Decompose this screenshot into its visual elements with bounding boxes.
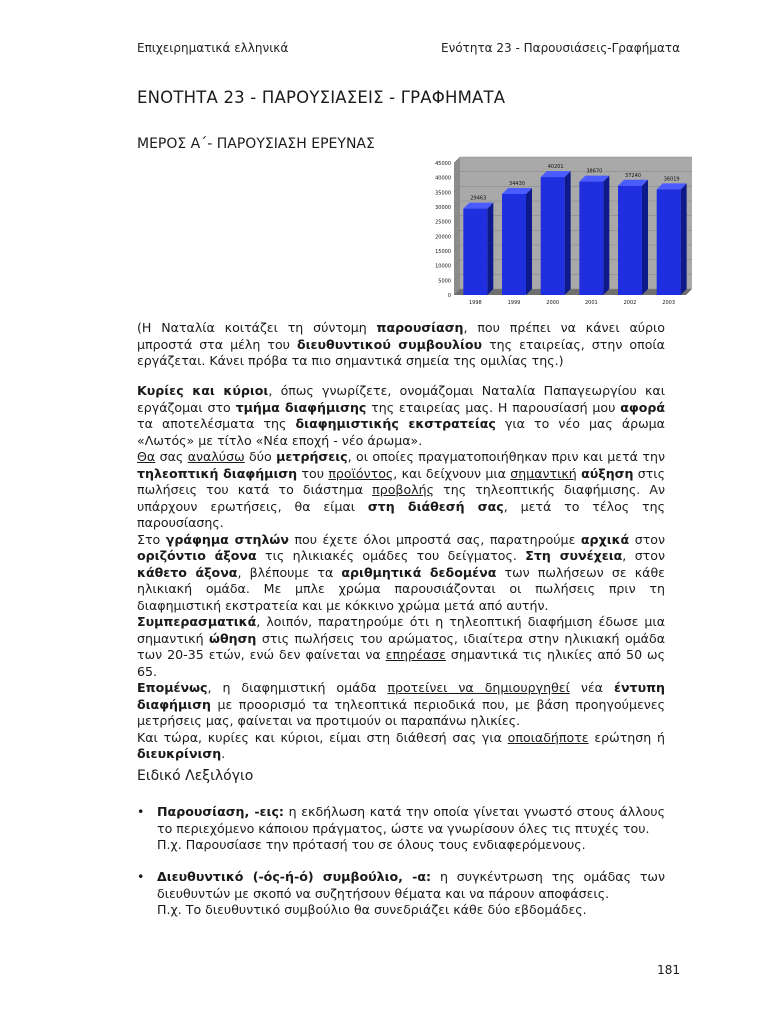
paragraph-1: Κυρίες και κύριοι, όπως γνωρίζετε, ονομάζομαι Ναταλία Παπαγεωργίου και εργάζομαι στο τμήμα διαφήμισης της εταιρείας μας. Η παρουσίασή μου αφορά τα αποτελέσματα της διαφημιστικής εκστρατείας για το νέο μας άρωμα «Λωτός» με τίτλο «Νέα εποχή - νέο άρωμα». <box>137 383 666 448</box>
vocabulary-example: Π.χ. Το διευθυντικό συμβούλιο θα συνεδριάζει κάθε δύο εβδομάδες. <box>157 902 587 917</box>
chart-bar-side <box>642 180 648 295</box>
chart-x-tick-label: 2002 <box>623 300 637 305</box>
chart-x-tick-label: 2001 <box>584 300 598 305</box>
chart-data-label: 34430 <box>509 181 525 188</box>
chart-y-tick-label: 5000 <box>438 278 451 285</box>
chart-y-tick-label: 0 <box>447 293 451 299</box>
intro-paragraph: (Η Ναταλία κοιτάζει τη σύντομη παρουσίαση, που πρέπει να κάνει αύριο μπροστά στα μέλη του διευθυντικού συμβουλίου της εταιρείας, στην οποία εργάζεται. Κάνει πρόβα τα πιο σημαντικά σημεία της ομιλίας της.) <box>137 320 665 368</box>
vocabulary-list-1 <box>137 804 665 854</box>
paragraph-3: Στο γράφημα στηλών που έχετε όλοι μπροστά σας, παρατηρούμε αρχικά στον οριζόντιο άξονα τις ηλικιακές ομάδες του δείγματος. Στη συνέχεια, στον κάθετο άξονα, βλέπουμε τα αριθμητικά δεδομένα των πωλήσεων σε κάθε ηλικιακή ομάδα. Με μπλε χρώμα παρουσιάζονται οι πωλήσεις πριν τη διαφημιστική εκστρατεία και με κόκκινο χρώμα μετά από αυτήν. <box>137 531 666 613</box>
vocabulary-item-presentation: • Παρουσίαση, -εις: η εκδήλωση κατά την οποία γίνεται γνωστό στους άλλους το περιεχόμενο κάποιου πράγματος, ώστε να γνωρίσουν όλες τις πτυχές του. Π.χ. Παρουσίασε την πρότασή του σε όλους τους ενδιαφερόμενους. <box>137 804 665 852</box>
chart-bar <box>657 189 681 295</box>
vocabulary-item-board: • Διευθυντικό (-ός-ή-ό) συμβούλιο, -α: η συγκέντρωση της ομάδας των διευθυντών με σκοπό να συζητήσουν θέματα και να πάρουν αποφάσεις. Π.χ. Το διευθυντικό συμβούλιο θα συνεδριάζει κάθε δύο εβδομάδες. <box>137 869 665 917</box>
chart-x-tick-label: 2003 <box>662 300 676 305</box>
paragraph-4: Συμπερασματικά, λοιπόν, παρατηρούμε ότι η τηλεοπτική διαφήμιση έδωσε μια σημαντική ώθηση στις πωλήσεις του αρώματος, ιδιαίτερα στην ηλικιακή ομάδα των 20-35 ετών, ενώ δεν φαίνεται να επηρέασε σημαντικά τις ηλικίες από 50 ως 65. <box>137 614 665 679</box>
chart-bar-side <box>526 188 532 295</box>
chart-data-label: 29463 <box>470 195 487 202</box>
chart-x-tick-label: 2000 <box>546 300 560 305</box>
chart-data-label: 37240 <box>625 172 641 179</box>
chart-bar-side <box>681 183 687 295</box>
chart-y-tick-label: 40000 <box>435 175 451 182</box>
vocabulary-example: Π.χ. Παρουσίασε την πρότασή του σε όλους τους ενδιαφερόμενους. <box>157 837 586 852</box>
chart-y-tick-label: 30000 <box>435 205 451 211</box>
chart-data-label: 40201 <box>547 164 564 171</box>
chart-bar-side <box>565 171 571 295</box>
vocabulary-heading: Ειδικό Λεξιλόγιο <box>137 768 254 784</box>
chart-x-tick-label: 1999 <box>507 300 521 305</box>
running-header-left: Επιχειρηματικά ελληνικά <box>137 41 289 55</box>
chart-data-label: 36019 <box>663 176 680 183</box>
chart-bar-side <box>487 203 493 295</box>
chart-side-wall <box>454 157 460 295</box>
paragraph-2: Θα σας αναλύσω δύο μετρήσεις, οι οποίες πραγματοποιήθηκαν πριν και μετά την τηλεοπτική διαφήμιση του προϊόντος, και δείχνουν μια σημαντική αύξηση στις πωλήσεις του κατά το διάστημα προβολής της τηλεοπτικής διαφήμισης. Αν υπάρχουν ερωτήσεις, θα είμαι στη διάθεσή σας, μετά το τέλος της παρουσίασης. <box>137 449 665 530</box>
page-number: 181 <box>657 963 680 977</box>
chart-x-axis <box>469 300 675 305</box>
presentation-speech <box>137 383 665 763</box>
chart-data-label: 38670 <box>586 168 603 175</box>
chart-bar <box>541 177 565 295</box>
bullet-icon: • <box>137 804 145 819</box>
chart-bar <box>502 194 526 295</box>
paragraph-6: Και τώρα, κυρίες και κύριοι, είμαι στη διάθεσή σας για οποιαδήποτε ερώτηση ή διευκρίνιση. <box>137 729 665 761</box>
paragraph-5: Επομένως, η διαφημιστική ομάδα προτείνει να δημιουργηθεί νέα έντυπη διαφήμιση με προορισμό τα τηλεοπτικά περιοδικά που, με βάση προηγούμενες μετρήσεις μας, φαίνεται να προτιμούν οι παραπάνω ηλικίες. <box>137 680 665 728</box>
chart-y-axis <box>435 161 451 299</box>
chart-x-tick-label: 1998 <box>468 300 482 305</box>
chart-bar <box>618 186 642 295</box>
running-header-right: Ενότητα 23 - Παρουσιάσεις-Γραφήματα <box>441 41 680 55</box>
chart-y-tick-label: 10000 <box>435 263 451 270</box>
sales-bar-chart <box>424 143 697 305</box>
chart-bar-side <box>603 176 609 295</box>
section-subtitle: ΜΕΡΟΣ Α΄- ΠΑΡΟΥΣΙΑΣΗ ΕΡΕΥΝΑΣ <box>137 136 375 152</box>
chart-y-tick-label: 15000 <box>435 249 451 255</box>
chart-y-tick-label: 25000 <box>435 219 451 226</box>
chart-y-tick-label: 45000 <box>435 161 451 167</box>
page-title: ΕΝΟΤΗΤΑ 23 - ΠΑΡΟΥΣΙΑΣΕΙΣ - ΓΡΑΦΗΜΑΤΑ <box>137 88 506 107</box>
chart-bar <box>579 182 603 295</box>
bullet-icon: • <box>137 869 145 884</box>
vocabulary-list-2 <box>137 869 665 919</box>
chart-y-tick-label: 20000 <box>435 234 451 241</box>
chart-bar <box>463 209 487 295</box>
chart-y-tick-label: 35000 <box>435 190 451 197</box>
